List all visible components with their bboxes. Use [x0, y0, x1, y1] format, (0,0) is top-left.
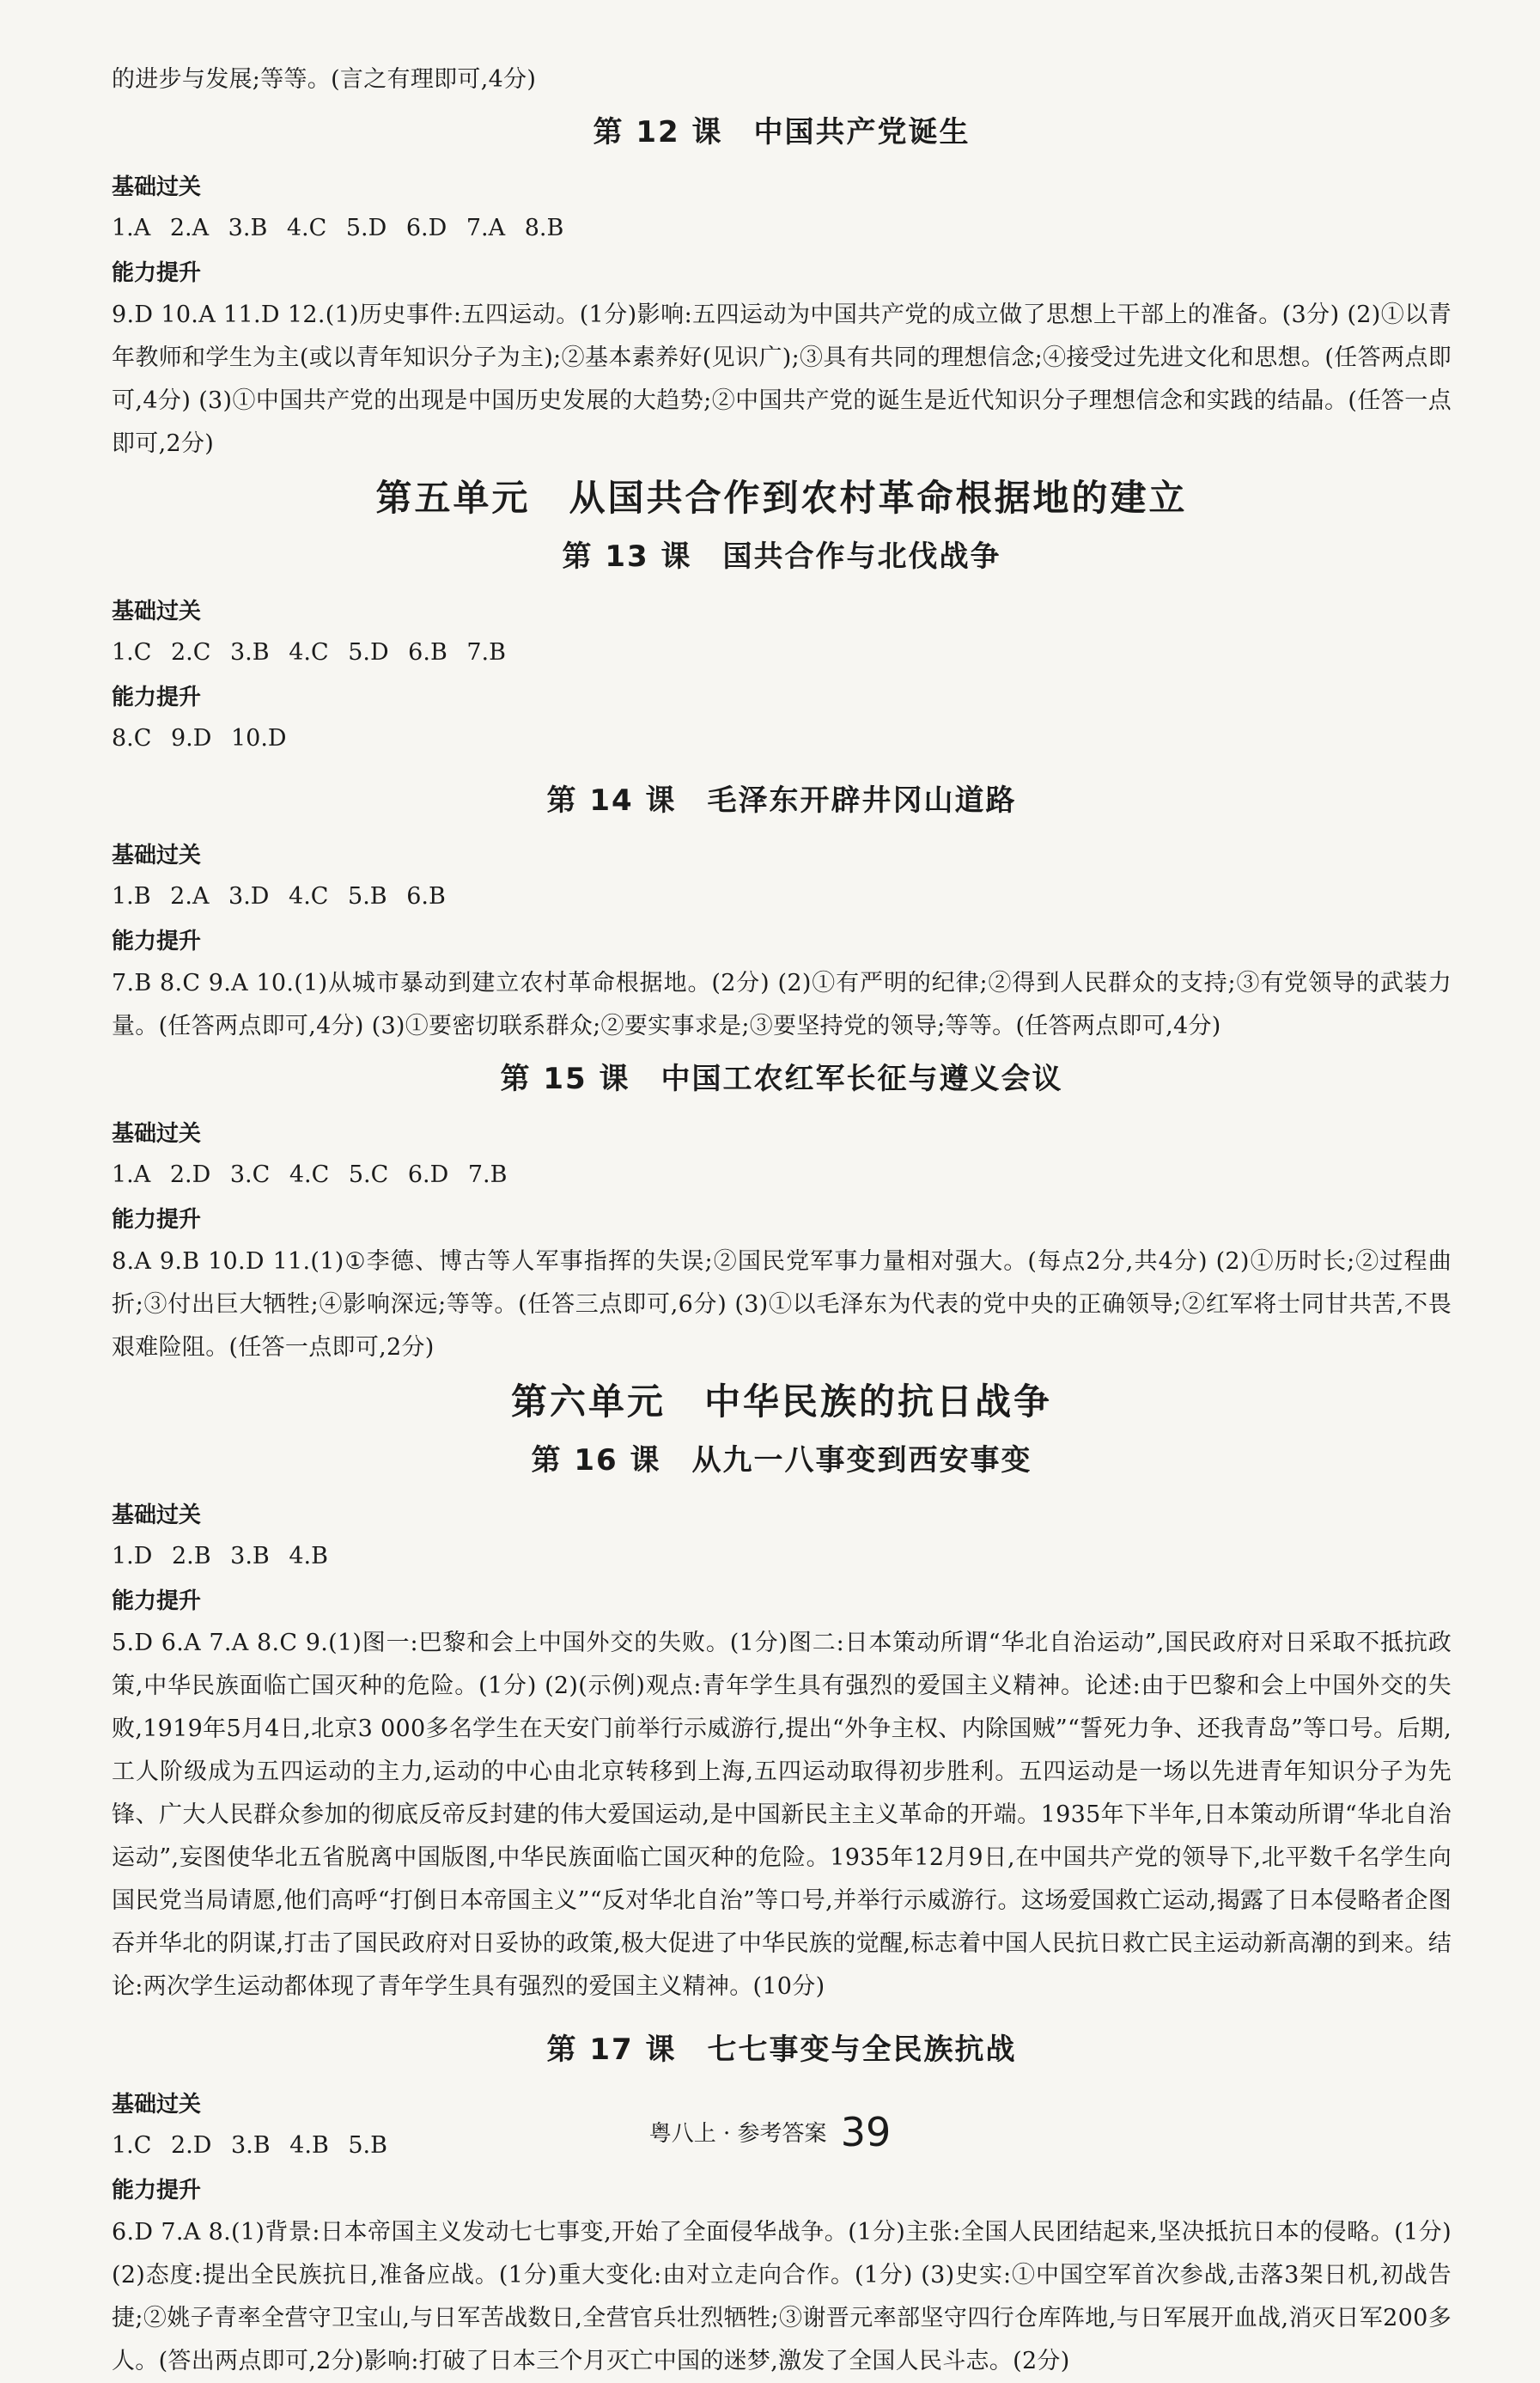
ability-heading: 能力提升: [112, 929, 202, 954]
ability-heading: 能力提升: [112, 2178, 202, 2203]
basic-heading: 基础过关: [112, 843, 202, 868]
lesson-17-title: 第 17 课 七七事变与全民族抗战: [546, 2033, 1017, 2067]
footer-label: 粤八上 · 参考答案: [648, 2121, 827, 2147]
lesson-14-title: 第 14 课 毛泽东开辟井冈山道路: [546, 783, 1017, 818]
ability-heading: 能力提升: [112, 260, 202, 286]
basic-heading: 基础过关: [112, 599, 202, 625]
lesson-16-title: 第 16 课 从九一八事变到西安事变: [531, 1443, 1032, 1478]
unit-6-title: 第六单元 中华民族的抗日战争: [510, 1380, 1052, 1423]
page-number: 39: [840, 2109, 892, 2155]
ability-heading: 能力提升: [112, 1207, 202, 1233]
lesson-17-basic-answers: 1.C 2.D 3.B 4.B 5.B: [112, 2132, 387, 2159]
lesson-15-title: 第 15 课 中国工农红军长征与遵义会议: [500, 1062, 1063, 1096]
lesson-12-title: 第 12 课 中国共产党诞生: [593, 115, 971, 149]
basic-heading: 基础过关: [112, 1502, 202, 1528]
lesson-17-ability-text: 6.D 7.A 8.(1)背景:日本帝国主义发动七七事变,开始了全面侵华战争。(1分)主张:全国人民团结起来,坚决抵抗日本的侵略。(1分) (2)态度:提出全民族抗日,准备应战。(1分)重大变化:由对立走向合作。(1分) (3)史实:①中国空军首次参战,击落3架日机,初战告捷;②姚子青率全营守卫宝山,与日军苦战数日,全营官兵壮烈牺牲;③谢晋元率部坚守四行仓库阵地,与日军展开血战,消灭日军200多人。(答出两点即可,2分)影响:打破了日本三个月灭亡中国的迷梦,激发了全国人民斗志。(2分): [112, 2219, 1452, 2374]
lesson-16-basic-answers: 1.D 2.B 3.B 4.B: [112, 1543, 328, 1569]
lesson-15-basic-answers: 1.A 2.D 3.C 4.C 5.C 6.D 7.B: [112, 1161, 508, 1188]
lesson-12-ability-text: 9.D 10.A 11.D 12.(1)历史事件:五四运动。(1分)影响:五四运动为中国共产党的成立做了思想上干部上的准备。(3分) (2)①以青年教师和学生为主(或以青年知识分子为主);②基本素养好(见识广);③具有共同的理想信念;④接受过先进文化和思想。(任答两点即可,4分) (3)①中国共产党的出现是中国历史发展的大趋势;②中国共产党的诞生是近代知识分子理想信念和实践的结晶。(任答一点即可,2分): [112, 302, 1452, 457]
lesson-15-ability-text: 8.A 9.B 10.D 11.(1)①李德、博古等人军事指挥的失误;②国民党军事力量相对强大。(每点2分,共4分) (2)①历时长;②过程曲折;③付出巨大牺牲;④影响深远;等等。(任答三点即可,6分) (3)①以毛泽东为代表的党中央的正确领导;②红军将士同甘共苦,不畏艰难险阻。(任答一点即可,2分): [112, 1248, 1452, 1361]
unit-5-title: 第五单元 从国共合作到农村革命根据地的建立: [375, 477, 1188, 519]
lesson-12-basic-answers: 1.A 2.A 3.B 4.C 5.D 6.D 7.A 8.B: [112, 215, 564, 241]
page-footer: [0, 2109, 1540, 2155]
lesson-13-basic-answers: 1.C 2.C 3.B 4.C 5.D 6.B 7.B: [112, 639, 506, 666]
top-continuation: 的进步与发展;等等。(言之有理即可,4分): [112, 66, 537, 93]
ability-heading: 能力提升: [112, 685, 202, 710]
lesson-14-ability-text: 7.B 8.C 9.A 10.(1)从城市暴动到建立农村革命根据地。(2分) (2)①有严明的纪律;②得到人民群众的支持;③有党领导的武装力量。(任答两点即可,4分) (3)①要密切联系群众;②要实事求是;③要坚持党的领导;等等。(任答两点即可,4分): [112, 970, 1452, 1039]
lesson-13-title: 第 13 课 国共合作与北伐战争: [562, 539, 1001, 574]
lesson-14-basic-answers: 1.B 2.A 3.D 4.C 5.B 6.B: [112, 883, 446, 910]
lesson-16-ability-text: 5.D 6.A 7.A 8.C 9.(1)图一:巴黎和会上中国外交的失败。(1分)图二:日本策动所谓“华北自治运动”,国民政府对日采取不抵抗政策,中华民族面临亡国灭种的危险。(1分) (2)(示例)观点:青年学生具有强烈的爱国主义精神。论述:由于巴黎和会上中国外交的失败,1919年5月4日,北京3 000多名学生在天安门前举行示威游行,提出“外争主权、内除国贼”“誓死力争、还我青岛”等口号。后期,工人阶级成为五四运动的主力,运动的中心由北京转移到上海,五四运动取得初步胜利。五四运动是一场以先进青年知识分子为先锋、广大人民群众参加的彻底反帝反封建的伟大爱国运动,是中国新民主主义革命的开端。1935年下半年,日本策动所谓“华北自治运动”,妄图使华北五省脱离中国版图,中华民族面临亡国灭种的危险。1935年12月9日,在中国共产党的领导下,北平数千名学生向国民党当局请愿,他们高呼“打倒日本帝国主义”“反对华北自治”等口号,并举行示威游行。这场爱国救亡运动,揭露了日本侵略者企图吞并华北的阴谋,打击了国民政府对日妥协的政策,极大促进了中华民族的觉醒,标志着中国人民抗日救亡民主运动新高潮的到来。结论:两次学生运动都体现了青年学生具有强烈的爱国主义精神。(10分): [112, 1630, 1452, 2000]
basic-heading: 基础过关: [112, 174, 202, 200]
basic-heading: 基础过关: [112, 2092, 202, 2118]
basic-heading: 基础过关: [112, 1121, 202, 1147]
ability-heading: 能力提升: [112, 1588, 202, 1614]
page-content: [112, 58, 1452, 2383]
lesson-13-ability-text: 8.C 9.D 10.D: [112, 725, 287, 752]
